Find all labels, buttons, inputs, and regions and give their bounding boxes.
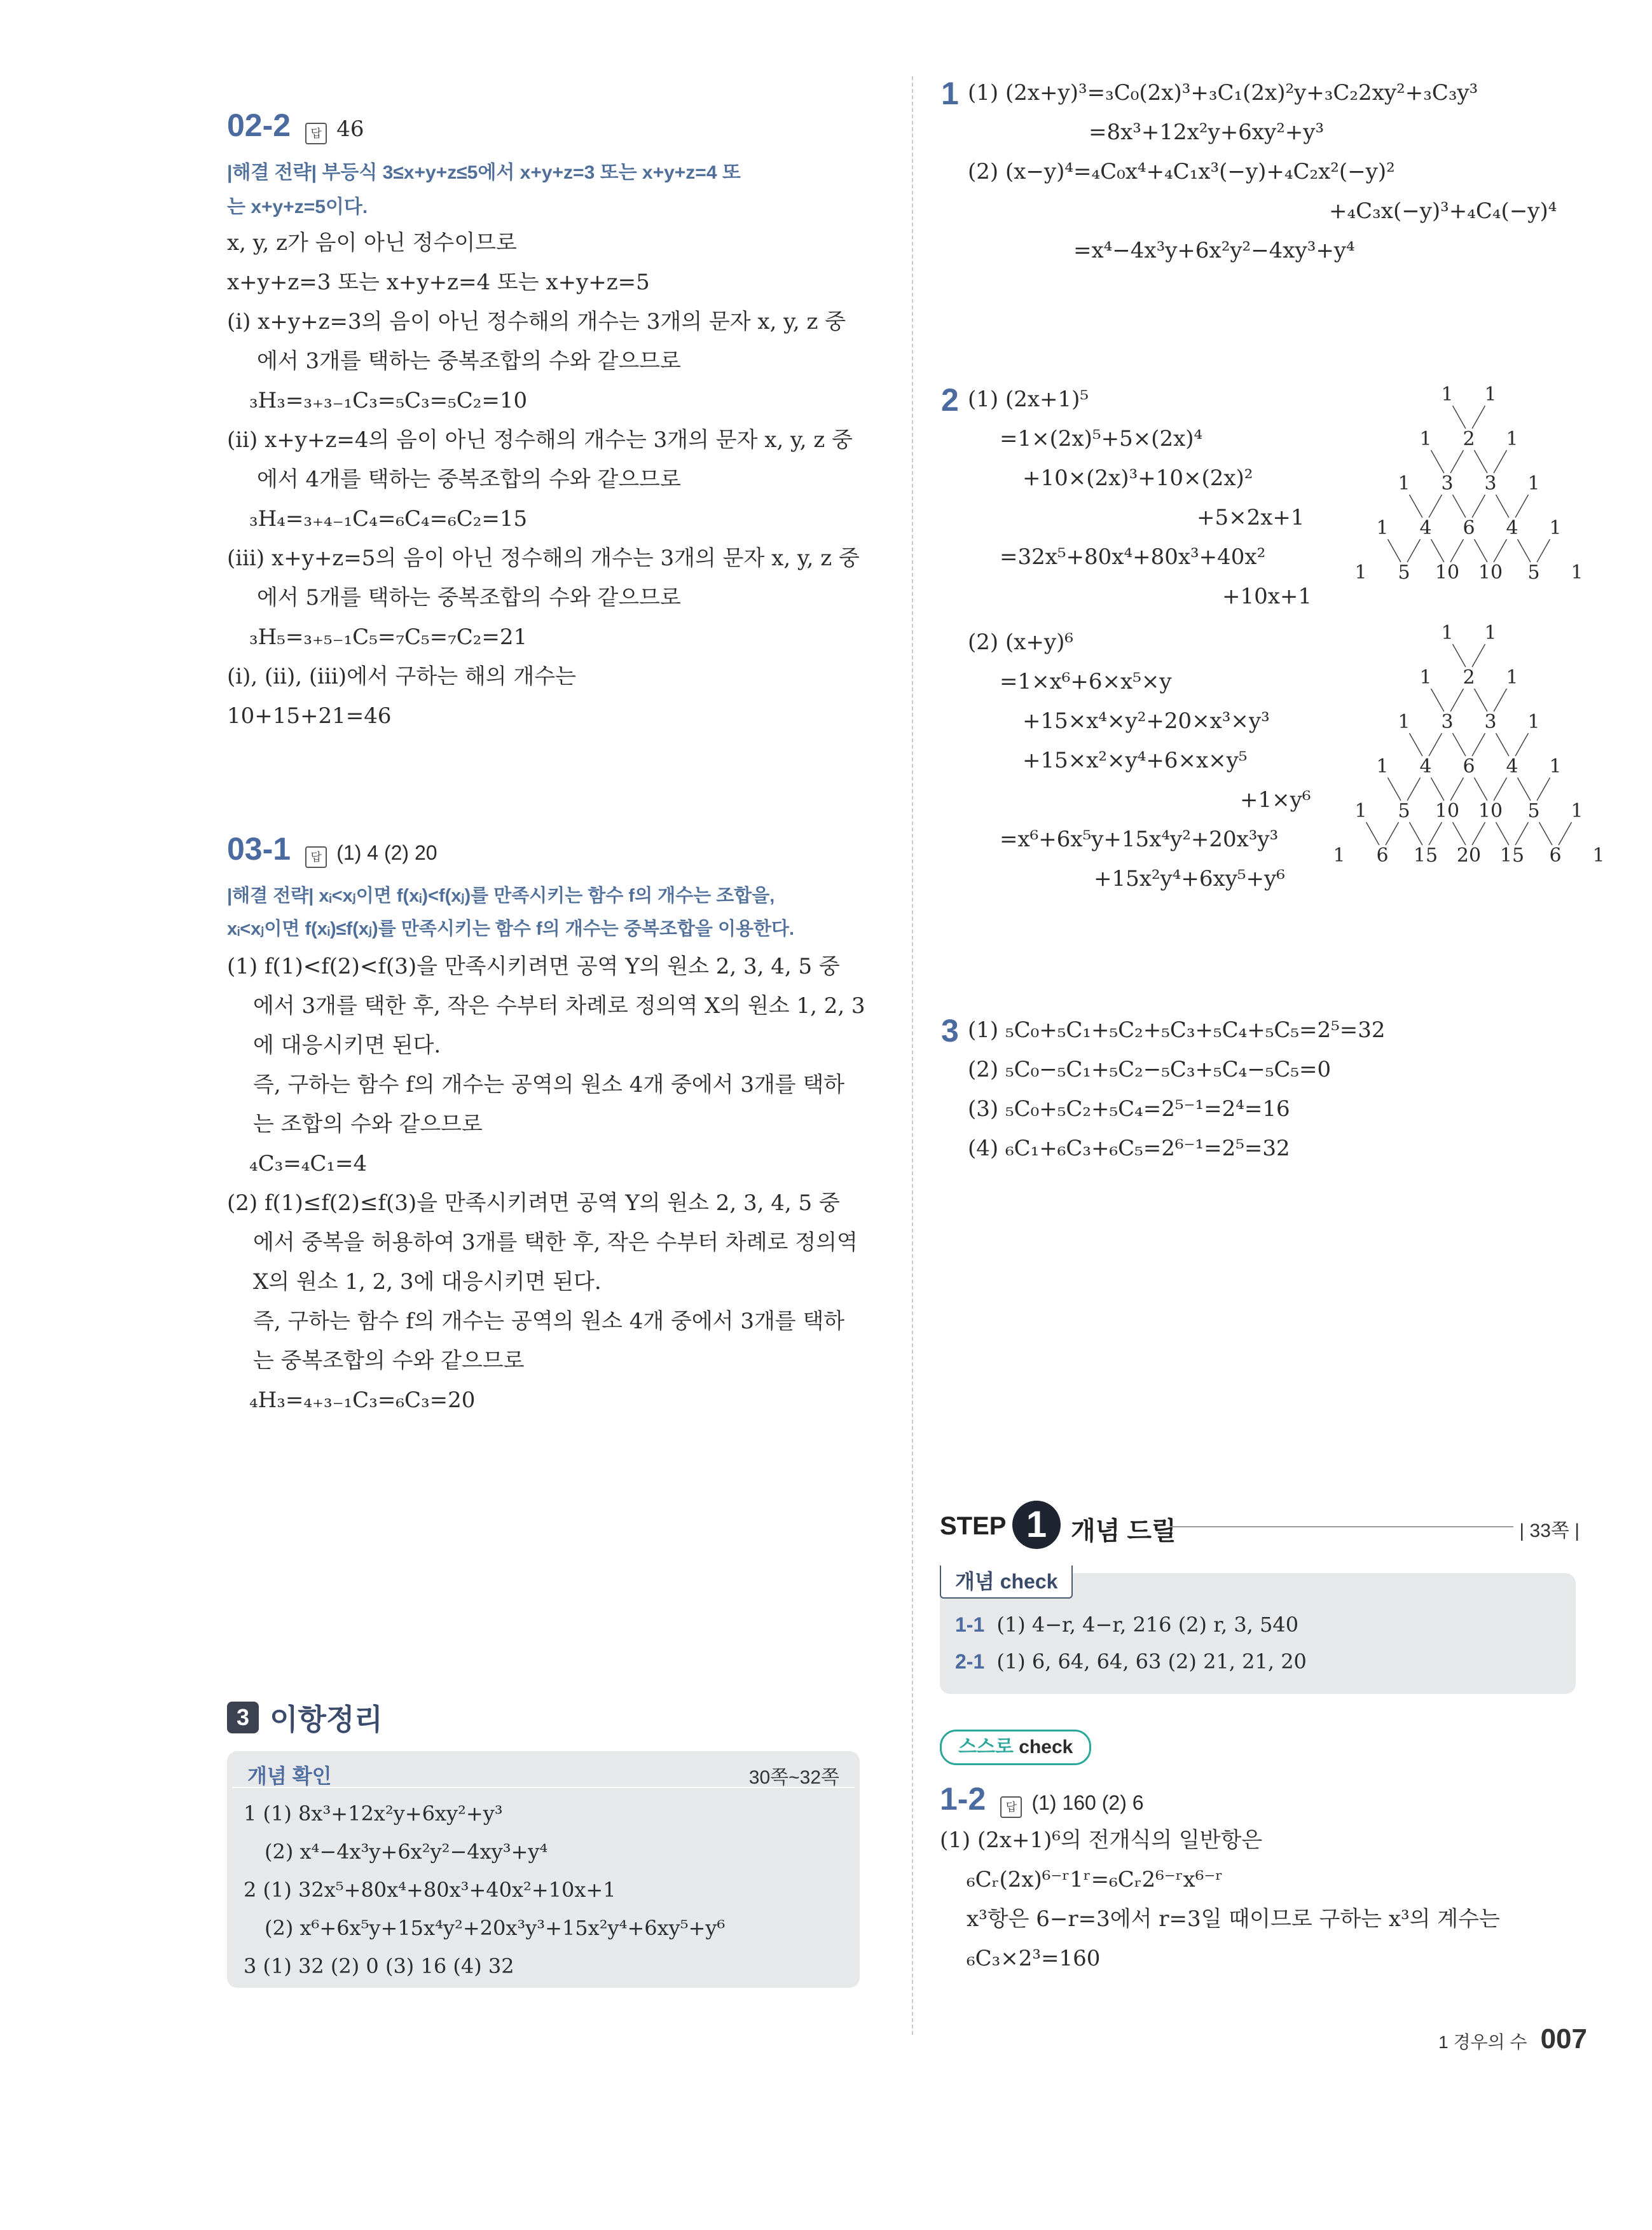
page-number: 007 — [1540, 2023, 1587, 2054]
answer-text: (1) 160 (2) 6 — [1031, 1791, 1144, 1814]
solution-line: 에서 3개를 택하는 중복조합의 수와 같으므로 — [257, 348, 681, 374]
triangle-connector — [1518, 778, 1531, 801]
triangle-connector — [1453, 495, 1466, 518]
page-footer — [1399, 2023, 1587, 2055]
solution-line: 에서 3개를 택한 후, 작은 수부터 차례로 정의역 X의 원소 1, 2, 3 — [253, 993, 865, 1019]
triangle-connector — [1515, 733, 1528, 756]
answer-icon: 답 — [1000, 1796, 1022, 1818]
triangle-connector — [1494, 689, 1506, 712]
solution-line: ₄H₃=₄₊₃₋₁C₃=₆C₃=20 — [249, 1387, 476, 1413]
solution-line: 에서 5개를 택하는 중복조합의 수와 같으므로 — [257, 585, 681, 610]
solution-line: (2) ₅C₀−₅C₁+₅C₂−₅C₃+₅C₄−₅C₅=0 — [968, 1057, 1332, 1082]
triangle-number: 10 — [1435, 800, 1460, 822]
solution-line: =x⁶+6x⁵y+15x⁴y²+20x³y³ — [1000, 827, 1279, 852]
solution-line: 즉, 구하는 함수 f의 개수는 공역의 원소 4개 중에서 3개를 택하 — [253, 1072, 845, 1098]
triangle-number: 20 — [1456, 844, 1482, 867]
triangle-connector — [1431, 450, 1444, 473]
triangle-connector — [1472, 733, 1485, 756]
triangle-number: 4 — [1506, 755, 1518, 778]
triangle-number: 1 — [1398, 711, 1410, 733]
solution-line: (2) f(1)≤f(2)≤f(3)을 만족시키려면 공역 Y의 원소 2, 3, 4, 5 중 — [227, 1190, 840, 1216]
triangle-connector — [1386, 822, 1398, 845]
triangle-number: 1 — [1354, 800, 1367, 822]
solution-line: (ⅱ) x+y+z=4의 음이 아닌 정수해의 개수는 3개의 문자 x, y, z 중 — [227, 427, 853, 453]
solution-line: 에서 4개를 택하는 중복조합의 수와 같으므로 — [257, 467, 681, 492]
triangle-number: 6 — [1463, 755, 1475, 778]
triangle-number: 1 — [1549, 755, 1562, 778]
solution-line: ₃H₅=₃₊₅₋₁C₅=₇C₅=₇C₂=21 — [249, 624, 528, 650]
solution-line: +15×x⁴×y²+20×x³×y³ — [1022, 708, 1270, 734]
triangle-number: 1 — [1441, 383, 1454, 406]
solution-line: =x⁴−4x³y+6x²y²−4xy³+y⁴ — [1073, 238, 1355, 263]
step-header — [940, 1501, 1587, 1552]
triangle-connector — [1407, 539, 1420, 562]
solution-line: 10+15+21=46 — [227, 703, 392, 729]
triangle-connector — [1388, 539, 1401, 562]
triangle-connector — [1496, 495, 1509, 518]
strategy-line: |해결 전략| xᵢ<xⱼ이면 f(xᵢ)<f(xⱼ)를 만족시키는 함수 f의 개수는 조합을, — [227, 886, 775, 906]
triangle-connector — [1431, 778, 1444, 801]
concept-box-title: 개념 확인 — [247, 1765, 332, 1787]
triangle-number: 10 — [1478, 561, 1503, 584]
triangle-number: 15 — [1413, 844, 1438, 867]
triangle-connector — [1429, 822, 1442, 845]
step-number: 1 — [1026, 1504, 1047, 1545]
check-row-number: 2-1 — [955, 1650, 985, 1673]
triangle-number: 3 — [1441, 472, 1454, 495]
solution-line: =1×(2x)⁵+5×(2x)⁴ — [1000, 426, 1203, 451]
triangle-connector — [1475, 450, 1487, 473]
solution-line: (2) (x−y)⁴=₄C₀x⁴+₄C₁x³(−y)+₄C₂x²(−y)² — [968, 159, 1395, 184]
section-title: 이항정리 — [270, 1703, 383, 1736]
triangle-number: 1 — [1376, 517, 1389, 539]
triangle-connector — [1453, 822, 1466, 845]
triangle-connector — [1515, 495, 1528, 518]
triangle-number: 10 — [1478, 800, 1503, 822]
step-rule — [1170, 1526, 1513, 1527]
triangle-number: 5 — [1527, 561, 1540, 584]
triangle-connector — [1496, 733, 1509, 756]
problem-03-1-header — [227, 830, 437, 868]
chapter-label: 1 경우의 수 — [1438, 2032, 1527, 2052]
triangle-number: 1 — [1484, 383, 1497, 406]
triangle-number: 6 — [1376, 844, 1389, 867]
concept-answer-line: (2) x⁴−4x³y+6x²y²−4xy³+y⁴ — [265, 1840, 548, 1864]
triangle-connector — [1475, 539, 1487, 562]
triangle-connector — [1453, 644, 1466, 667]
triangle-number: 1 — [1506, 666, 1518, 689]
triangle-connector — [1410, 495, 1422, 518]
solution-line: (3) ₅C₀+₅C₂+₅C₄=2⁵⁻¹=2⁴=16 — [968, 1096, 1290, 1122]
triangle-connector — [1496, 822, 1509, 845]
triangle-number: 1 — [1571, 800, 1583, 822]
solution-line: +15x²y⁴+6xy⁵+y⁶ — [1094, 866, 1285, 891]
pascal-triangle-5 — [1323, 382, 1615, 598]
solution-line: +1×y⁶ — [1240, 787, 1311, 813]
triangle-connector — [1453, 406, 1466, 429]
concept-check-tab: 개념 check — [940, 1566, 1073, 1599]
triangle-connector — [1429, 733, 1442, 756]
triangle-number: 1 — [1592, 844, 1605, 867]
triangle-number: 10 — [1435, 561, 1460, 584]
triangle-connector — [1431, 539, 1444, 562]
check-row-text: (1) 4−r, 4−r, 216 (2) r, 3, 540 — [996, 1613, 1299, 1637]
question-number: 3 — [941, 1013, 959, 1049]
triangle-number: 5 — [1527, 800, 1540, 822]
solution-line: ₄C₃=₄C₁=4 — [249, 1151, 368, 1176]
problem-02-2-header — [227, 107, 364, 144]
triangle-connector — [1537, 539, 1550, 562]
triangle-number: 4 — [1506, 517, 1518, 539]
solution-line: 에 대응시키면 된다. — [253, 1033, 441, 1058]
solution-line: (4) ₆C₁+₆C₃+₆C₅=2⁶⁻¹=2⁵=32 — [968, 1136, 1290, 1161]
triangle-connector — [1494, 450, 1506, 473]
triangle-connector — [1518, 539, 1531, 562]
triangle-connector — [1515, 822, 1528, 845]
triangle-connector — [1410, 822, 1422, 845]
triangle-connector — [1431, 689, 1444, 712]
solution-line: =8x³+12x²y+6xy²+y³ — [1089, 120, 1325, 145]
question-number: 2 — [941, 382, 959, 418]
problem-1-2-header — [940, 1780, 1144, 1818]
solution-line: (1) (2x+1)⁶의 전개식의 일반항은 — [940, 1827, 1263, 1853]
solution-line: =1×x⁶+6×x⁵×y — [1000, 669, 1172, 694]
triangle-connector — [1472, 495, 1485, 518]
solution-line: =32x⁵+80x⁴+80x³+40x² — [1000, 544, 1266, 570]
step-pages: | 33쪽 | — [1519, 1520, 1580, 1541]
triangle-number: 1 — [1527, 711, 1540, 733]
solution-line: 에서 중복을 허용하여 3개를 택한 후, 작은 수부터 차례로 정의역 — [253, 1230, 858, 1255]
pascal-triangle-6 — [1304, 620, 1634, 881]
solution-line: +10×(2x)³+10×(2x)² — [1022, 465, 1253, 491]
check-row-number: 1-1 — [955, 1613, 985, 1636]
concept-box-pages: 30쪽~32쪽 — [748, 1767, 839, 1788]
triangle-connector — [1388, 778, 1401, 801]
triangle-number: 1 — [1419, 428, 1432, 450]
solution-line: +15×x²×y⁴+6×x×y⁵ — [1022, 748, 1248, 773]
solution-line: (ⅰ) x+y+z=3의 음이 아닌 정수해의 개수는 3개의 문자 x, y, z 중 — [227, 309, 846, 334]
self-check-pill-a: 스스로 — [958, 1737, 1014, 1758]
triangle-number: 2 — [1463, 666, 1475, 689]
check-row — [955, 1613, 1298, 1637]
triangle-connector — [1450, 539, 1463, 562]
triangle-connector — [1450, 450, 1463, 473]
triangle-number: 6 — [1463, 517, 1475, 539]
triangle-connector — [1559, 822, 1571, 845]
strategy-line: xᵢ<xⱼ이면 f(xᵢ)≤f(xⱼ)를 만족시키는 함수 f의 개수는 중복조합을 이용한다. — [227, 919, 795, 939]
triangle-connector — [1472, 822, 1485, 845]
triangle-number: 1 — [1354, 561, 1367, 584]
triangle-connector — [1494, 539, 1506, 562]
triangle-number: 1 — [1571, 561, 1583, 584]
question-number: 1 — [941, 76, 959, 111]
self-check-pill — [940, 1730, 1091, 1765]
solution-line: x³항은 6−r=3에서 r=3일 때이므로 구하는 x³의 계수는 — [967, 1906, 1500, 1932]
triangle-number: 3 — [1441, 711, 1454, 733]
problem-number: 03-1 — [227, 831, 291, 867]
triangle-number: 1 — [1527, 472, 1540, 495]
triangle-number: 5 — [1398, 800, 1410, 822]
answer-icon: 답 — [305, 123, 327, 144]
triangle-connector — [1453, 733, 1466, 756]
solution-line: (1) (2x+1)⁵ — [968, 387, 1089, 412]
triangle-number: 1 — [1333, 844, 1346, 867]
triangle-number: 3 — [1484, 472, 1497, 495]
solution-line: x+y+z=3 또는 x+y+z=4 또는 x+y+z=5 — [227, 270, 650, 295]
solution-line: (ⅲ) x+y+z=5의 음이 아닌 정수해의 개수는 3개의 문자 x, y, z 중 — [227, 546, 860, 571]
triangle-connector — [1410, 733, 1422, 756]
solution-line: (1) ₅C₀+₅C₁+₅C₂+₅C₃+₅C₄+₅C₅=2⁵=32 — [968, 1017, 1386, 1043]
concept-answer-line: 3 (1) 32 (2) 0 (3) 16 (4) 32 — [244, 1954, 514, 1978]
triangle-number: 1 — [1506, 428, 1518, 450]
triangle-number: 1 — [1441, 622, 1454, 644]
solution-line: (ⅰ), (ⅱ), (ⅲ)에서 구하는 해의 개수는 — [227, 664, 576, 689]
triangle-number: 1 — [1398, 472, 1410, 495]
solution-line: ₆Cᵣ(2x)⁶⁻ʳ1ʳ=₆Cᵣ2⁶⁻ʳx⁶⁻ʳ — [967, 1867, 1223, 1892]
triangle-number: 1 — [1549, 517, 1562, 539]
concept-answer-line: 2 (1) 32x⁵+80x⁴+80x³+40x²+10x+1 — [244, 1878, 616, 1902]
solution-line: 는 조합의 수와 같으므로 — [253, 1112, 483, 1137]
triangle-number: 5 — [1398, 561, 1410, 584]
solution-line: (2) (x+y)⁶ — [968, 630, 1073, 655]
self-check-pill-b: check — [1013, 1737, 1073, 1758]
concept-answer-line: (2) x⁶+6x⁵y+15x⁴y²+20x³y³+15x²y⁴+6xy⁵+y⁶ — [265, 1916, 726, 1940]
triangle-connector — [1475, 689, 1487, 712]
solution-line: +₄C₃x(−y)³+₄C₄(−y)⁴ — [1329, 198, 1557, 224]
triangle-number: 2 — [1463, 428, 1475, 450]
solution-line: 즉, 구하는 함수 f의 개수는 공역의 원소 4개 중에서 3개를 택하 — [253, 1309, 845, 1334]
strategy-line: |해결 전략| 부등식 3≤x+y+z≤5에서 x+y+z=3 또는 x+y+z=4 또 — [227, 162, 741, 183]
answer-text: 46 — [336, 116, 364, 142]
triangle-connector — [1539, 822, 1552, 845]
triangle-connector — [1472, 644, 1485, 667]
check-row-text: (1) 6, 64, 64, 63 (2) 21, 21, 20 — [996, 1649, 1307, 1674]
concept-box-header — [232, 1756, 855, 1788]
solution-line: +10x+1 — [1222, 584, 1312, 609]
section-header — [227, 1697, 383, 1738]
solution-line: ₃H₄=₃₊₄₋₁C₄=₆C₄=₆C₂=15 — [249, 506, 528, 532]
step-label: STEP — [940, 1512, 1007, 1540]
section-badge: 3 — [227, 1702, 259, 1733]
triangle-connector — [1450, 689, 1463, 712]
triangle-connector — [1472, 406, 1485, 429]
triangle-connector — [1450, 778, 1463, 801]
solution-line: ₃H₃=₃₊₃₋₁C₃=₅C₃=₅C₂=10 — [249, 388, 528, 413]
triangle-connector — [1366, 822, 1379, 845]
solution-line: ₆C₃×2³=160 — [967, 1946, 1101, 1971]
triangle-number: 15 — [1499, 844, 1525, 867]
concept-answer-line: 1 (1) 8x³+12x²y+6xy²+y³ — [244, 1801, 503, 1826]
step-title: 개념 드릴 — [1071, 1517, 1176, 1545]
column-divider — [912, 76, 913, 2035]
check-row — [955, 1649, 1307, 1674]
triangle-number: 1 — [1376, 755, 1389, 778]
solution-line: (1) (2x+y)³=₃C₀(2x)³+₃C₁(2x)²y+₃C₂2xy²+₃C₃y³ — [968, 80, 1478, 106]
triangle-connector — [1407, 778, 1420, 801]
answer-icon: 답 — [305, 846, 327, 868]
triangle-number: 4 — [1419, 755, 1432, 778]
solution-line: 는 중복조합의 수와 같으므로 — [253, 1348, 525, 1373]
triangle-number: 1 — [1484, 622, 1497, 644]
solution-line: (1) f(1)<f(2)<f(3)을 만족시키려면 공역 Y의 원소 2, 3, 4, 5 중 — [227, 954, 840, 979]
triangle-connector — [1537, 778, 1550, 801]
triangle-number: 4 — [1419, 517, 1432, 539]
solution-line: x, y, z가 음이 아닌 정수이므로 — [227, 230, 517, 256]
strategy-line: 는 x+y+z=5이다. — [227, 196, 368, 217]
solution-line: X의 원소 1, 2, 3에 대응시키면 된다. — [253, 1269, 602, 1295]
answer-text: (1) 4 (2) 20 — [336, 841, 437, 864]
triangle-connector — [1429, 495, 1442, 518]
triangle-connector — [1475, 778, 1487, 801]
solution-line: +5×2x+1 — [1197, 505, 1305, 530]
triangle-number: 6 — [1549, 844, 1562, 867]
problem-number: 1-2 — [940, 1781, 986, 1817]
triangle-connector — [1494, 778, 1506, 801]
triangle-number: 1 — [1419, 666, 1432, 689]
problem-number: 02-2 — [227, 107, 291, 143]
triangle-number: 3 — [1484, 711, 1497, 733]
